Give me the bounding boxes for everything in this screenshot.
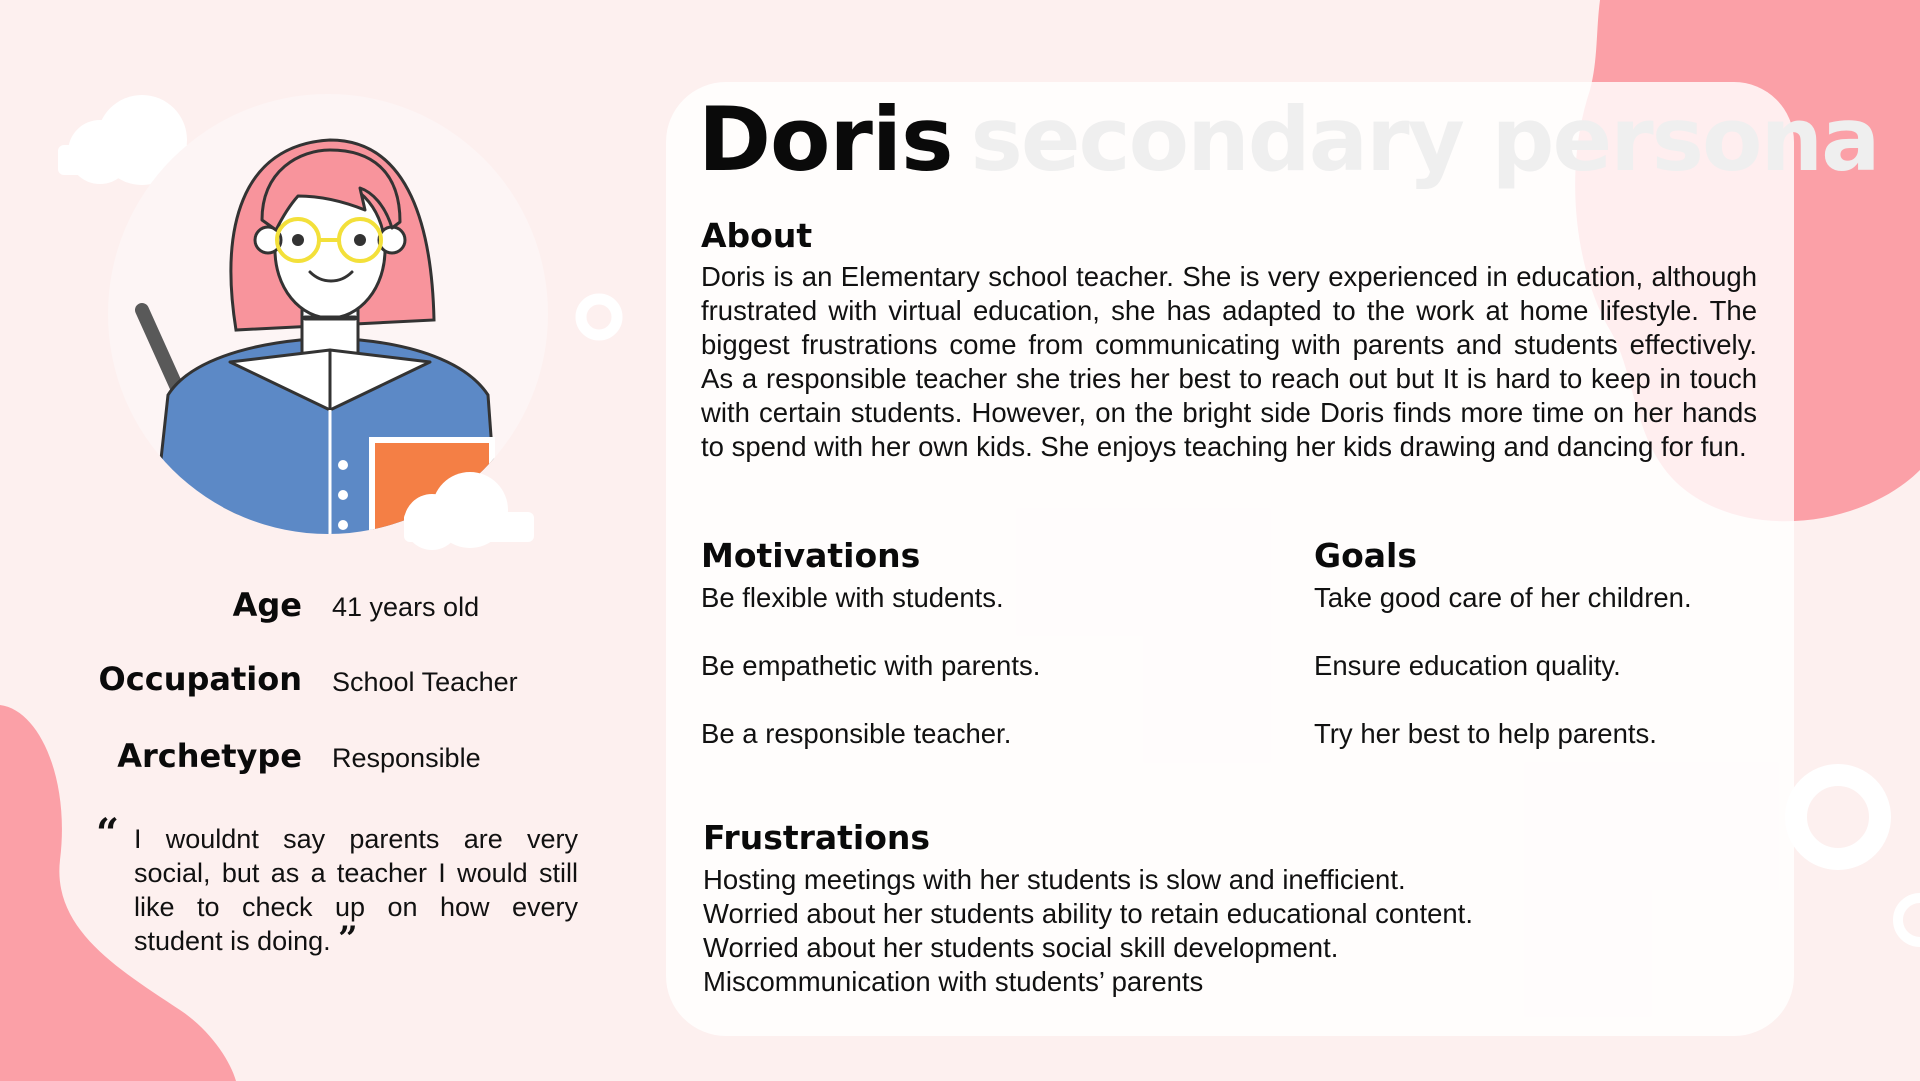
list-item: Be empathetic with parents. <box>701 650 1041 681</box>
occupation-label: Occupation <box>98 660 302 698</box>
about-text: Doris is an Elementary school teacher. She is very experienced in education, although frustrated with virtual education, she has adapted to the work at home lifestyle. The biggest frustrations come from communicating with parents and students effectively. As a responsible teacher she tries her best to reach out but It is hard to keep in touch with certain students. However, on the bright side Doris finds more time on her hands to spend with her own kids. She enjoys teaching her kids drawing and dancing for fun. <box>701 261 1757 462</box>
persona-name: Doris <box>698 88 953 191</box>
list-item: Ensure education quality. <box>1314 650 1621 681</box>
teacher-avatar-illustration <box>0 0 640 560</box>
goals-list <box>1314 582 1692 786</box>
list-item: Miscommunication with students’ parents <box>703 966 1204 997</box>
age-label: Age <box>232 586 302 624</box>
ring-icon <box>1898 898 1920 942</box>
archetype-label: Archetype <box>117 737 302 775</box>
list-item: Try her best to help parents. <box>1314 718 1657 749</box>
list-item: Be a responsible teacher. <box>701 718 1012 749</box>
list-item: Be flexible with students. <box>701 582 1004 613</box>
frustrations-list <box>703 864 1473 1000</box>
list-item: Hosting meetings with her students is slow and inefficient. <box>703 864 1406 895</box>
about-heading: About <box>701 216 813 255</box>
frustrations-heading: Frustrations <box>703 818 931 857</box>
open-quote-icon: “ <box>96 810 120 857</box>
ring-icon <box>1796 775 1880 859</box>
occupation-value: School Teacher <box>332 667 518 697</box>
motivations-list <box>701 582 1040 786</box>
list-item: Worried about her students social skill development. <box>703 932 1339 963</box>
goals-heading: Goals <box>1314 536 1417 575</box>
age-value: 41 years old <box>332 592 480 622</box>
list-item: Worried about her students ability to retain educational content. <box>703 898 1473 929</box>
list-item: Take good care of her children. <box>1314 582 1692 613</box>
quote-text: I wouldnt say parents are very social, but as a teacher I would still like to check up on how every student is doing. <box>134 824 578 956</box>
persona-quote <box>134 822 578 958</box>
persona-header <box>698 88 1879 191</box>
archetype-value: Responsible <box>332 743 481 773</box>
close-quote-icon: ” <box>338 919 358 959</box>
persona-type: secondary persona <box>970 88 1879 191</box>
motivations-heading: Motivations <box>701 536 921 575</box>
